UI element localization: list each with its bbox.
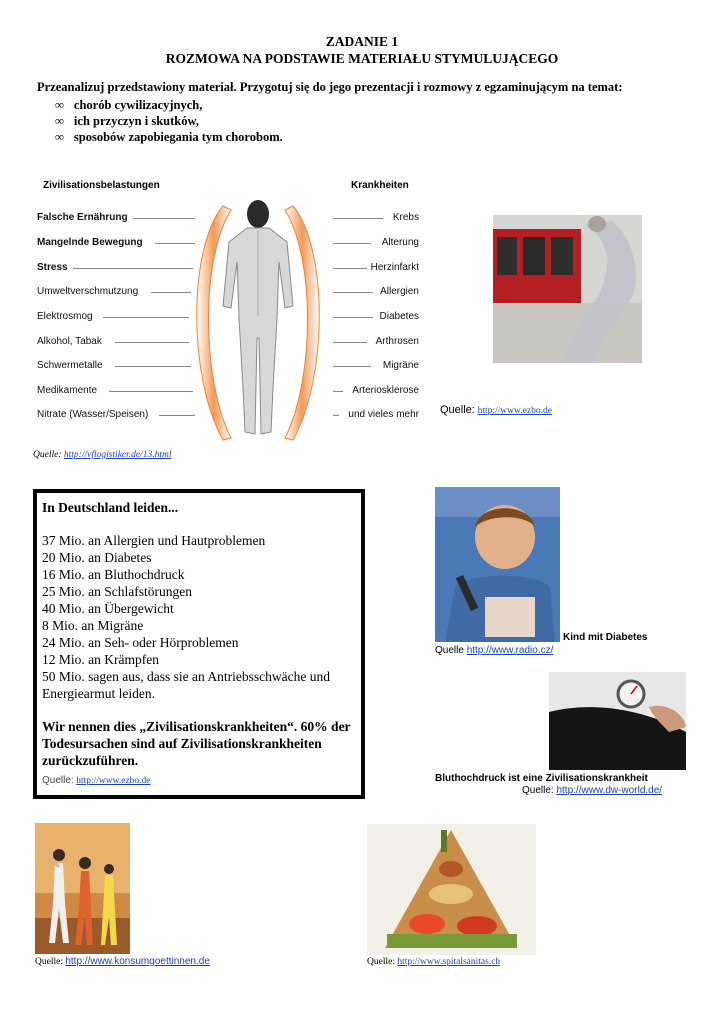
diagram-left-item: Schwermetalle [37,360,103,371]
connector-line [109,391,193,392]
blood-pressure-photo [549,672,686,770]
diagram-left-heading: Zivilisationsbelastungen [43,180,160,191]
diagram-right-item: Krebs [392,212,419,223]
connector-line [333,415,339,416]
food-photo-source-link[interactable]: http://www.spitalsanitas.ch [397,957,501,967]
infinity-bullet-icon: ∞ [55,114,64,128]
child-photo-source-link[interactable]: http://www.radio.cz/ [466,645,554,656]
diagram-right-item: Migräne [382,360,419,371]
diagram-left-item: Stress [37,262,68,273]
connector-line [115,366,191,367]
list-item: 20 Mio. an Diabetes [42,550,152,565]
diagram-right-item: Diabetes [379,311,419,322]
diagram-right-item: Alterung [381,237,419,248]
list-item: 8 Mio. an Migräne [42,618,144,633]
connector-line [73,268,193,269]
diagram-source-link[interactable]: http://vflogistiker.de/13.html [63,450,172,460]
infinity-bullet-icon: ∞ [55,130,64,144]
list-item: 25 Mio. an Schlafstörungen [42,584,192,599]
list-item: 37 Mio. an Allergien und Hautproblemen [42,533,266,548]
connector-line [333,342,367,343]
connector-line [333,292,373,293]
instruction-text: Przeanalizuj przedstawiony materiał. Przygotuj się do jego prezentacji i rozmowy z egzaminującym na temat: [37,80,623,94]
box-lead: In Deutschland leiden... [42,500,179,515]
child-photo-source: Quelle http://www.radio.cz/ [435,645,554,656]
exercise-image [35,823,130,954]
diagram-right-item: Allergien [380,286,419,297]
bp-photo-source-link[interactable]: http://www.dw-world.de/ [556,785,663,796]
box-conclusion: Wir nennen dies „Zivilisationskrankheiten“. 60% der Todesursachen sind auf Zivilisationskrankheiten zurückzuführen. [42,719,351,768]
facts-list [42,532,356,702]
child-diabetes-photo [435,487,560,642]
topic-list [55,97,283,145]
box-source: Quelle: http://www.ezbo.de [42,775,151,786]
list-item: 50 Mio. sagen aus, dass sie an Antriebsschwäche und Energiearmut leiden. [42,669,330,701]
diagram-left-item: Elektrosmog [37,311,93,322]
connector-line [115,342,189,343]
diagram-right-item: Arteriosklerose [352,385,419,396]
diagram-left-item: Falsche Ernährung [37,212,128,223]
diagram-left-item: Nitrate (Wasser/Speisen) [37,409,149,420]
diagram-left-item: Mangelnde Bewegung [37,237,143,248]
child-photo-caption: Kind mit Diabetes [563,632,648,643]
body-diagram [33,170,423,445]
list-item: 24 Mio. an Seh- oder Hörproblemen [42,635,239,650]
list-item: 40 Mio. an Übergewicht [42,601,174,616]
diagram-right-heading: Krankheiten [351,180,409,191]
train-photo-source-link[interactable]: http://www.ezbo.de [477,406,552,416]
list-item: ∞ chorób cywilizacyjnych, [55,98,203,112]
list-item: ∞ sposobów zapobiegania tym chorobom. [55,130,283,144]
connector-line [333,268,367,269]
list-item: 12 Mio. an Krämpfen [42,652,159,667]
connector-line [333,243,371,244]
bp-photo-caption: Bluthochdruck ist eine Zivilisationskrankheit [435,773,648,784]
train-photo-source: Quelle: http://www.ezbo.de [440,404,552,416]
food-pyramid-photo [367,824,536,955]
connector-line [333,218,383,219]
diagram-right-item: und vieles mehr [348,409,419,420]
food-photo-source: Quelle: http://www.spitalsanitas.ch [367,957,501,967]
child-photo-image [435,487,560,642]
diagram-right-item: Herzinfarkt [370,262,419,273]
infinity-bullet-icon: ∞ [55,98,64,112]
food-pyramid-image [367,824,536,955]
exercise-photo [35,823,130,954]
diagram-left-item: Medikamente [37,385,98,396]
list-item: 16 Mio. an Bluthochdruck [42,567,185,582]
statistics-box [33,489,365,799]
diagram-source: Quelle: http://vflogistiker.de/13.html [33,450,172,460]
bp-photo-source: Quelle: http://www.dw-world.de/ [522,785,663,796]
page-subtitle: ROZMOWA NA PODSTAWIE MATERIAŁU STYMULUJĄCEGO [165,51,559,66]
box-source-link[interactable]: http://www.ezbo.de [76,776,151,786]
blood-pressure-image [549,672,686,770]
human-body-figure-icon [183,188,333,446]
train-photo [493,215,642,363]
train-photo-image [493,215,642,363]
diagram-left-item: Umweltverschmutzung [37,286,139,297]
connector-line [333,391,343,392]
connector-line [333,366,371,367]
list-item: ∞ ich przyczyn i skutków, [55,114,199,128]
connector-line [333,317,373,318]
exercise-photo-source-link[interactable]: http://www.konsumgoettinnen.de [65,956,210,967]
page-title: ZADANIE 1 [325,34,399,49]
exercise-photo-source: Quelle: http://www.konsumgoettinnen.de [35,956,210,967]
diagram-right-item: Arthrosen [375,336,419,347]
connector-line [103,317,189,318]
diagram-left-item: Alkohol, Tabak [37,336,102,347]
